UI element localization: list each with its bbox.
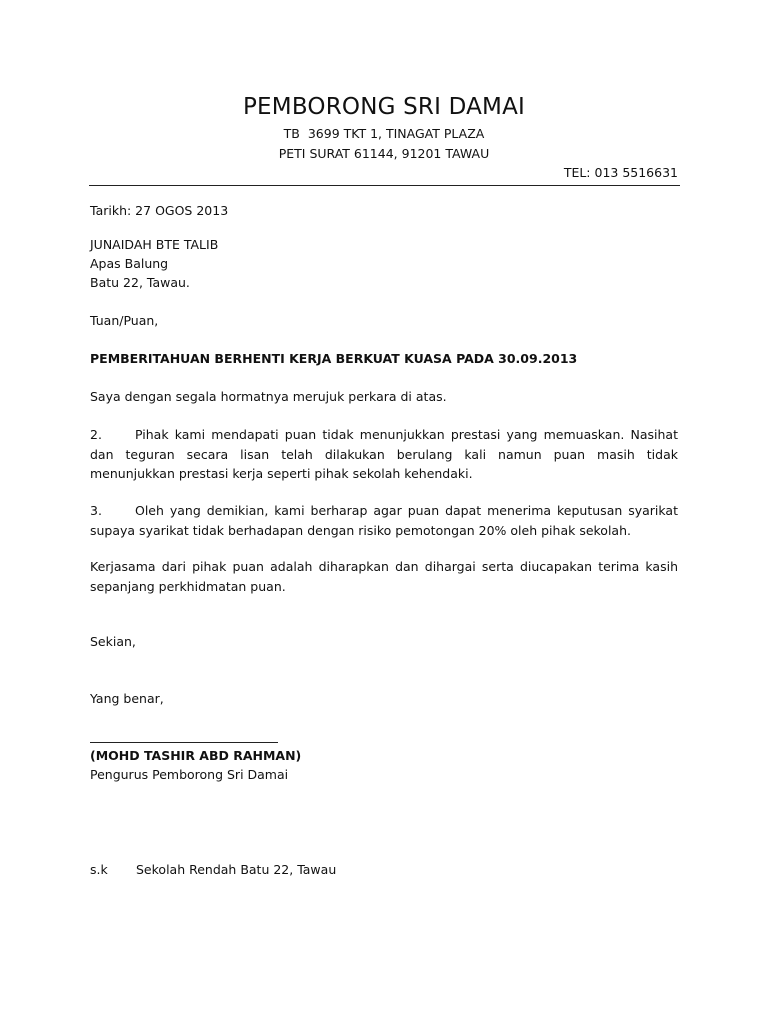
cc-label: s.k — [90, 862, 108, 877]
recipient-name: JUNAIDAH BTE TALIB — [90, 237, 219, 252]
company-name: PEMBORONG SRI DAMAI — [242, 94, 526, 120]
company-address-line2: PETI SURAT 61144, 91201 TAWAU — [278, 146, 490, 161]
recipient-address-line1: Apas Balung — [90, 256, 169, 271]
cc-recipient: Sekolah Rendah Batu 22, Tawau — [136, 862, 337, 877]
company-address-line1: TB 3699 TKT 1, TINAGAT PLAZA — [283, 126, 485, 141]
recipient-address-line2: Batu 22, Tawau. — [90, 275, 190, 290]
company-telephone: TEL: 013 5516631 — [563, 165, 678, 180]
signature-line — [90, 742, 278, 743]
paragraph-3 — [90, 501, 678, 540]
paragraph-2-text: Pihak kami mendapati puan tidak menunjukkan prestasi yang memuaskan. Nasihat dan teguran secara lisan telah dilakukan berulang kali namun puan masih tidak menunjukkan prestasi kerja seperti pihak sekolah kehendaki. — [90, 427, 678, 481]
signatory-name: (MOHD TASHIR ABD RAHMAN) — [90, 748, 302, 763]
closing-paragraph: Kerjasama dari pihak puan adalah diharapkan dan dihargai serta diucapakan terima kasih sepanjang perkhidmatan puan. — [90, 559, 678, 594]
letter-subject: PEMBERITAHUAN BERHENTI KERJA BERKUAT KUASA PADA 30.09.2013 — [90, 351, 578, 366]
salutation: Tuan/Puan, — [90, 313, 159, 328]
paragraph-2-number: 2. — [90, 427, 102, 442]
letterhead-divider — [89, 185, 680, 186]
opening-line: Saya dengan segala hormatnya merujuk perkara di atas. — [90, 389, 447, 404]
signatory-title: Pengurus Pemborong Sri Damai — [90, 767, 289, 782]
paragraph-2 — [90, 425, 678, 484]
paragraph-3-number: 3. — [90, 503, 102, 518]
paragraph-3-text: Oleh yang demikian, kami berharap agar puan dapat menerima keputusan syarikat supaya syarikat tidak berhadapan dengan risiko pemotongan 20% oleh pihak sekolah. — [90, 503, 678, 538]
letter-date: Tarikh: 27 OGOS 2013 — [90, 203, 229, 218]
sign-off: Sekian, — [90, 634, 136, 649]
yours-faithfully: Yang benar, — [90, 691, 164, 706]
